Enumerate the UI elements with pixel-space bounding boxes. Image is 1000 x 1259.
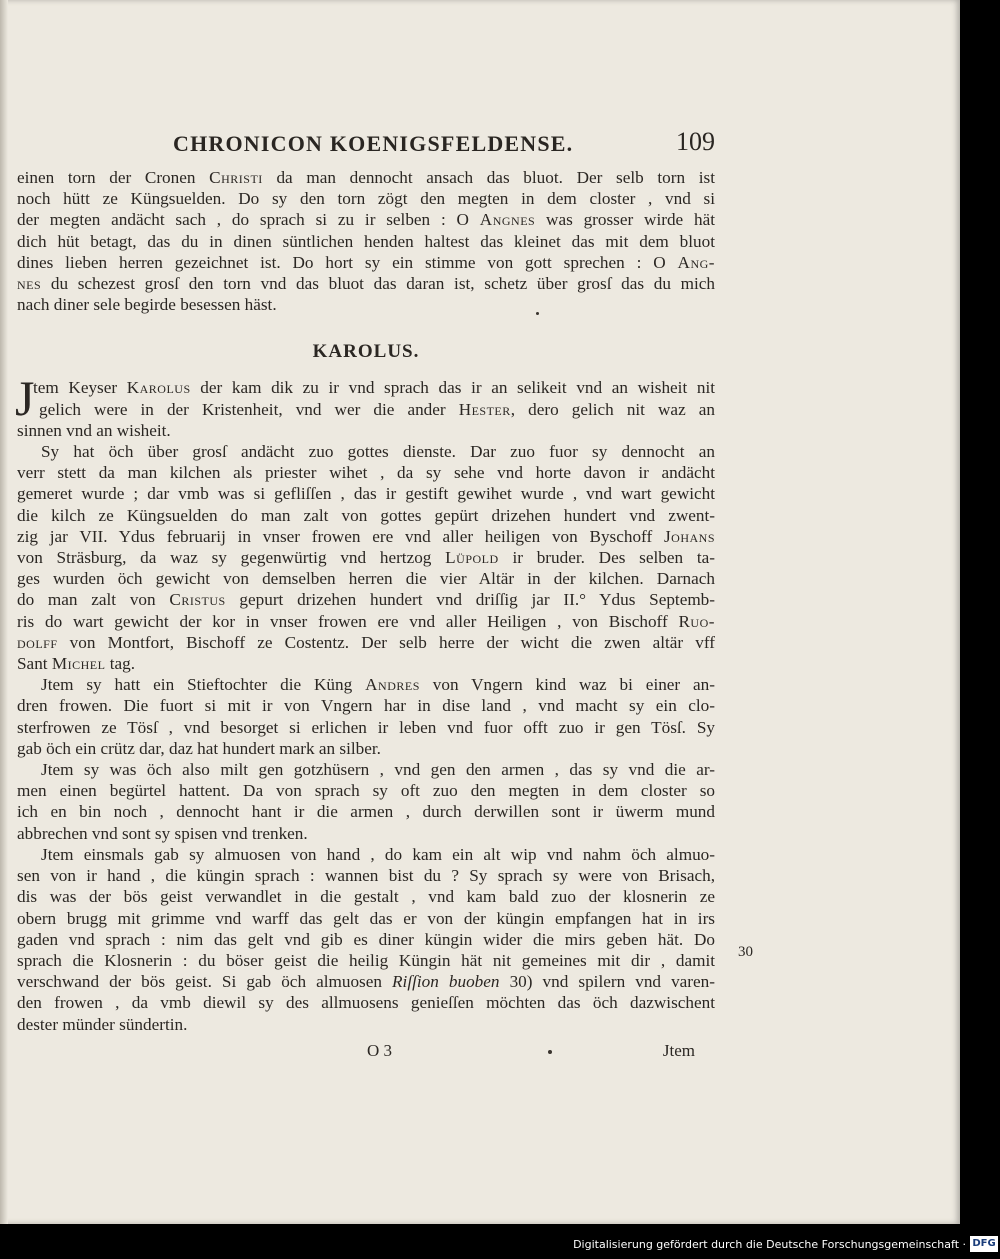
- text-line: sen von ir hand , die küngin sprach : wannen bist du ? Sy sprach sy were von Brisach,: [17, 866, 715, 886]
- text-line: Jtem einsmals gab sy almuosen von hand , do kam ein alt wip vnd nahm öch almuo-: [41, 844, 715, 864]
- text-line: nes du schezest grosſ den torn vnd das bluot das daran ist, schetz über grosſ das du mich: [17, 274, 715, 294]
- dfg-logo: DFG: [970, 1236, 998, 1252]
- text-line: dis was der bös geist verwandlet in die gestalt , vnd kam bald zuo der klosnerin ze: [17, 887, 715, 907]
- text-line: der megten andächt sach , do sprach si zu ir selben : O Angnes was grosser wirde hät: [17, 210, 715, 230]
- ink-speck: [536, 312, 539, 315]
- text-line: ges wurden öch gewicht von demselben herren die vier Altär in der kilchen. Darnach: [17, 569, 715, 589]
- page-number: 109: [676, 127, 715, 156]
- page-content: [17, 127, 715, 1071]
- text-line: gemeret wurde ; dar vmb was si gefliſſen , das ir gestift gewihet wurde , vnd wart gewicht: [17, 484, 715, 504]
- text-line: ris do wart gewicht der kor in vnser frowen ere vnd aller Heiligen , von Bischoff Ruo-: [17, 611, 715, 631]
- credit-bar: [0, 1224, 1000, 1259]
- text-line: men einen begürtel hattent. Da von sprach sy oft zuo den megten in dem closter so: [17, 781, 715, 801]
- paragraph-continued: [17, 167, 715, 315]
- text-line: gab öch ein crütz dar, daz hat hundert mark an silber.: [17, 738, 381, 758]
- text-line: zig jar VII. Ydus februarij in vnser frowen ere vnd aller heiligen von Byschoff Johans: [17, 526, 715, 546]
- paragraph: [17, 759, 715, 844]
- text-line: dester münder sündertin.: [17, 1014, 188, 1034]
- text-line: Sant Michel tag.: [17, 654, 136, 674]
- text-line: noch hütt ze Küngsuelden. Do sy den torn zögt den megten in dem closter , vnd si: [17, 189, 715, 209]
- catchword: Jtem: [662, 1040, 695, 1060]
- text-line: Jtem sy hatt ein Stieftochter die Küng Andres von Vngern kind waz bi einer an-: [41, 675, 715, 695]
- text-line: gaden vnd sprach : nim das gelt vnd gib es diner küngin wider die mirs geben hät. Do: [17, 929, 715, 949]
- ink-speck: [548, 1050, 552, 1054]
- text-line: sprach die Klosnerin : du böser geist die heilig Küngin hät nit gemeines mit dir , damit: [17, 950, 715, 970]
- text-line: von Sträsburg, da waz sy gegenwürtig vnd hertzog Lüpold ir bruder. Des selben ta-: [17, 548, 715, 568]
- text-line: sterfrowen ze Tösſ , vnd besorget si erlichen ir leben vnd fuor offt zuo ir gen Tösſ. Sy: [17, 717, 715, 737]
- running-title: CHRONICON KOENIGSFELDENSE.: [173, 131, 574, 156]
- text-line: sinnen vnd an wisheit.: [17, 420, 171, 440]
- text-line: dolff von Montfort, Bischoff ze Costentz. Der selb herre der wicht die zwen altär vff: [17, 632, 715, 652]
- funding-credit: Digitalisierung gefördert durch die Deutsche Forschungsgemeinschaft ·: [573, 1238, 966, 1251]
- text-line: Sy hat öch über grosſ andächt zuo gottes dienste. Dar zuo fuor sy dennocht an: [41, 442, 715, 462]
- text-line: verr stett da man kilchen als priester wihet , da sy sehe vnd horte davon ir andächt: [17, 463, 715, 483]
- paragraph: [17, 441, 715, 674]
- paragraph: [17, 674, 715, 759]
- page-footer: [17, 1041, 715, 1071]
- running-head: [17, 127, 715, 167]
- margin-note-number: 30: [738, 944, 753, 960]
- text-line: dich hüt betagt, das du in dinen süntlichen henden haltest das kleinet das mit dem bluot: [17, 231, 715, 251]
- text-line: einen torn der Cronen Christi da man dennocht ansach das bluot. Der selb torn ist: [17, 168, 715, 187]
- text-line: Jtem sy was öch also milt gen gotzhüsern , vnd gen den armen , das sy vnd die ar-: [41, 760, 715, 780]
- text-line: nach diner sele begirde besessen häst.: [17, 295, 277, 315]
- text-line: tem Keyser Karolus der kam dik zu ir vnd sprach das ir an selikeit vnd an wisheit nit: [33, 378, 716, 398]
- text-line: verschwand der bös geist. Si gab öch almuosen Riſſion buoben 30) vnd spilern vnd varen-: [17, 972, 715, 992]
- paragraph: [17, 844, 715, 1035]
- text-line: obern brugg mit grimme vnd warff das gelt das er von der küngin empfangen hat in irs: [17, 908, 715, 928]
- text-line: dines lieben herren gezeichnet ist. Do hort sy ein stimme von gott sprechen : O Ang-: [17, 252, 715, 272]
- section-heading: KAROLUS.: [312, 341, 420, 363]
- text-line: abbrechen vnd sont sy spisen vnd trenken.: [17, 823, 308, 843]
- drop-cap-initial: J: [15, 370, 35, 427]
- text-line: den frowen , da vmb diewil sy des allmuosens genieſſen möchten das öch dazwischent: [17, 993, 715, 1013]
- text-line: die kilch ze Küngsuelden do man zalt von gottes gepürt drizehen hundert vnd zwent-: [17, 505, 715, 525]
- text-line: ich en bin noch , dennocht hant ir die armen , durch derwillen sont ir üwerm mund: [17, 802, 715, 822]
- text-line: do man zalt von Cristus gepurt drizehen hundert vnd driſſig jar II.° Ydus Septemb-: [17, 590, 716, 610]
- paragraph-karolus: [15, 370, 716, 441]
- signature-mark: O 3: [367, 1040, 393, 1060]
- text-line: dren frowen. Die fuort si mit ir von Vngern har in dise land , vnd macht sy ein clo-: [17, 696, 715, 716]
- text-line: gelich were in der Kristenheit, vnd wer die ander Hester, dero gelich nit waz an: [39, 399, 715, 419]
